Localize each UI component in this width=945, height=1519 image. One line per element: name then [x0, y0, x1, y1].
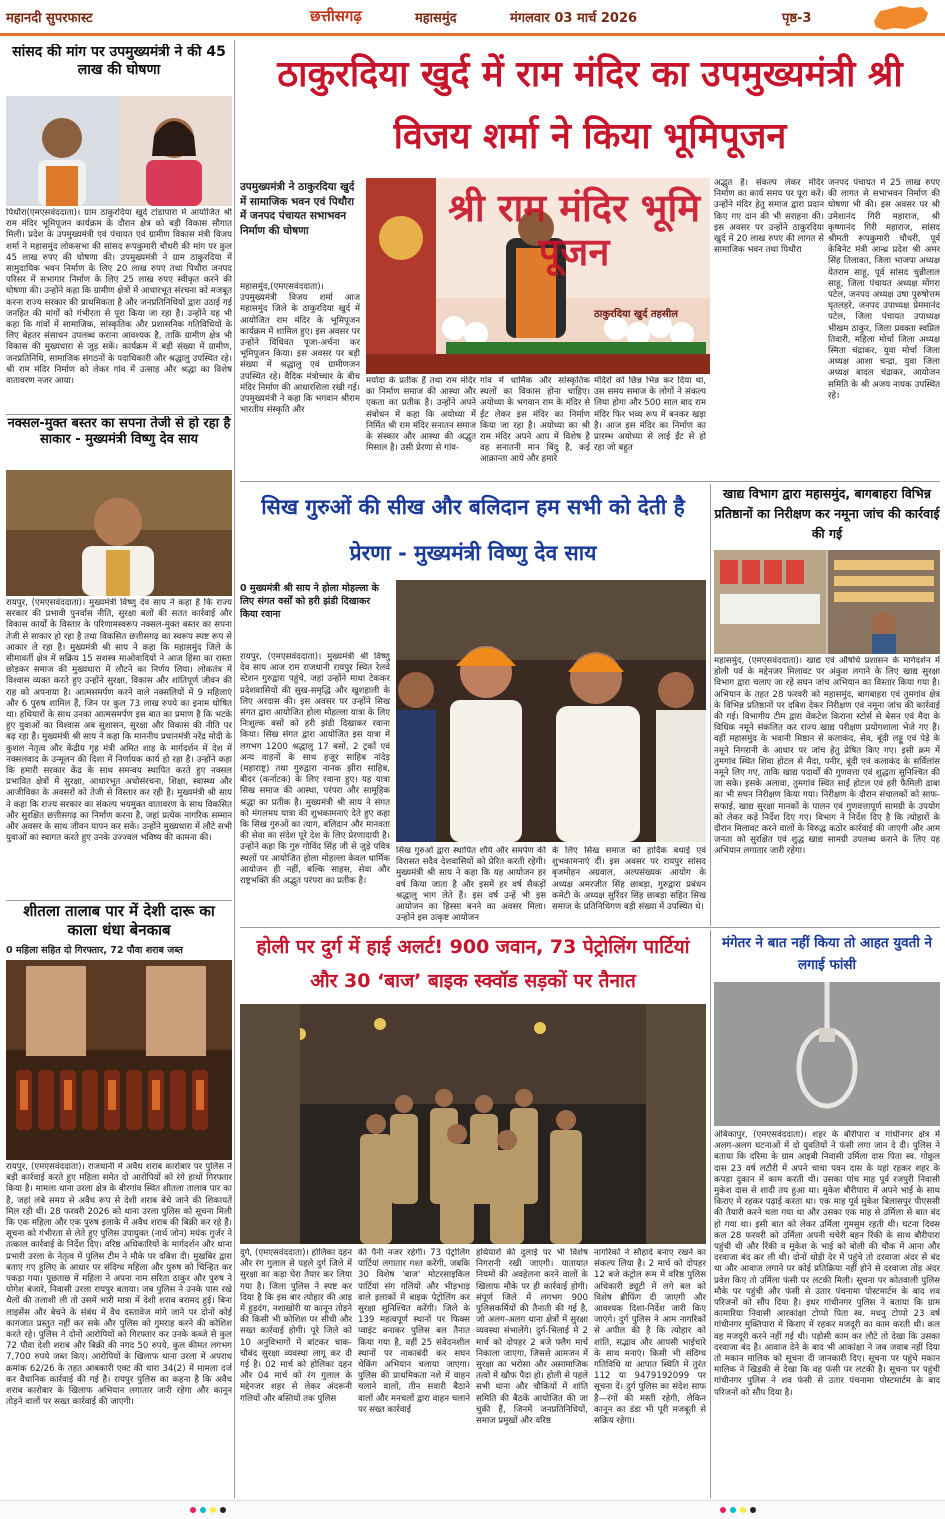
registration-dot — [740, 1507, 746, 1513]
police-flag-march-photo — [240, 1004, 706, 1244]
holi-col-b: की पैनी नजर रहेगी। 73 पेट्रोलिंग पार्टियां लगातार गश्त करेंगी, जबकि 30 विशेष 'बाज' मोटरसाइकिल पार्टियां संग गलियों और भीड़भाड़ वाले इलाकों में बाइक पेट्रोलिंग कर सुरक्षा सुनिश्चित करेंगी। जिले के 139 महत्वपूर्ण स्थानों पर फिक्स प्वाइंट बनाकर पुलिस बल तैनात किया गया है, वहीं 25 संवेदनशील स्थानों पर नाकाबंदी कर सघन चेकिंग अभियान चलाया जाएगा। पुलिस की प्राथमिकता नशे में वाहन चलाने वालों, तीन सवारी बैठाने वालों और मनचलों द्वारा वाहन चलाने पर सख्त कार्रवाई — [358, 1248, 470, 1415]
holi-col-c: हथियारों की दुलाई पर भी विशेष निगरानी रखी जाएगी। यातायात नियमों की अवहेलना करने वालों के खिलाफ मौके पर ही कार्रवाई होगी। संपूर्ण जिले में लगभग 900 पुलिसकर्मियों की तैनाती की गई है, जो अलग-अलग थाना क्षेत्रों में सुरक्षा व्यवस्था संभालेंगे। दुर्ग-भिलाई में 2 मार्च को दोपहर 2 बजे फ्लैग मार्च निकाला जाएगा, जिससे आमजन में सुरक्षा का भरोसा और असामाजिक तत्वों में खौफ पैदा हो। होली से पहले सभी थाना और चौकियों में शांति समिति की बैठकें आयोजित की जा चुकी हैं, जिनमें जनप्रतिनिधियों, समाज प्रमुखों और वरिष्ठ — [476, 1248, 588, 1427]
holi-alert-headline: होली पर दुर्ग में हाई अलर्ट! 900 जवान, 73 पेट्रोलिंग पार्टियां और 30 ‘बाज’ बाइक स्क्वॉड सड़कों पर तैनात — [256, 936, 690, 992]
divider — [240, 481, 940, 482]
column-rule — [710, 930, 711, 1498]
food-inspection-photo — [714, 550, 940, 654]
divider — [6, 900, 232, 901]
holi-col-d: नागरिकों ने सौहार्द बनाए रखने का संकल्प लिया है। 2 मार्च को दोपहर 12 बजे कंट्रोल रूम में वरिष्ठ पुलिस अधिकारी ड्यूटी में लगे बल को विशेष ब्रीफिंग दी जाएगी और आवश्यक दिशा-निर्देश जारी किए जाएंगे। दुर्ग पुलिस ने आम नागरिकों से अपील की है कि त्योहार को शांति, सद्भाव और आपसी भाईचारे के साथ मनाएं। किसी भी संदिग्ध गतिविधि या आपात स्थिति में तुरंत 112 या 9479192099 पर सूचना दें। दुर्ग पुलिस का संदेश साफ है—रंगों की मस्ती रहेगी, लेकिन कानून का डंडा भी पूरी मजबूती से सक्रिय रहेगा। — [594, 1248, 706, 1427]
left-story-3-body: रायपुर, (एमएसवंददाता)। राजधानी में अवैध शराब कारोबार पर पुलिस ने बड़ी कार्रवाई करते हुए महिला समेत दो आरोपियों को रंगे हाथों गिरफ्तार किया है। मामला थाना उरला क्षेत्र के बीरगांव स्थित शीतला तालाब पार का है, जहां लंबे समय से अवैध रूप से देशी शराब बेचे जाने की शिकायतें मिल रही थीं। 28 फरवरी 2026 को थाना उरला पुलिस को सूचना मिली कि एक महिला और एक पुरुष इलाके में अवैध शराब की बिक्री कर रहे हैं। सूचना को गंभीरता से लेते हुए पुलिस उपायुक्त (नार्थ जोन) मयंक गुर्जर ने तत्काल कार्रवाई के निर्देश दिए। वरिष्ठ अधिकारियों के मार्गदर्शन और थाना प्रभारी उरला के नेतृत्व में पुलिस टीम ने मौके पर दबिश दी। मुखबिर द्वारा बताए गए हुलिए के आधार पर संदिग्ध महिला और पुरुष को चिन्हित कर पकड़ा गया। पूछताछ में महिला ने अपना नाम सरिता ठाकुर और पुरुष ने योगेश बंजारे, निवासी उरला रायपुर बताया। जब पुलिस ने उनके पास रखे थैलों की तलाशी ली तो उसमें भारी मात्रा में देशी शराब बरामद हुई। बिना लाइसेंस और बेचने के संबंध में वैध दस्तावेज मांगे जाने पर दोनों कोई कागजात प्रस्तुत नहीं कर सके और पुलिस को गुमराह करने की कोशिश करते रहे। पुलिस ने दोनों आरोपियों को गिरफ्तार कर उनके कब्जे से कुल 72 पौवा देशी शराब और बिक्री की नगद 50 रुपये, कुल कीमत लगभग 7,700 रुपये जब्त किए। आरोपियों के खिलाफ थाना उरला में अपराध क्रमांक 62/26 के तहत आबकारी एक्ट की धारा 34(2) में मामला दर्ज कर वैधानिक कार्रवाई की गई है। रायपुर पुलिस का कहना है कि अवैध शराब कारोबार के खिलाफ अभियान लगातार जारी रहेगा और कानून तोड़ने वालों पर सख्त कार्रवाई की जाएगी। — [6, 1162, 232, 1408]
sikh-headline: सिख गुरुओं की सीख और बलिदान हम सभी को देती है प्रेरणा - मुख्यमंत्री विष्णु देव साय — [261, 495, 685, 565]
lead-strapline: उपमुख्यमंत्री ने ठाकुरदिया खुर्द में सामाजिक भवन एवं पिथौरा में जनपद पंचायत सभाभवन निर्माण की घोषणा — [240, 181, 355, 237]
food-dept-body: महासमुंद, (एमएसवंददाता)। खाद्य एवं औषधि प्रशासन के मार्गदर्शन में होली पर्व के मद्देनजर मिलावट पर अंकुश लगाने के लिए खाद्य सुरक्षा विभाग द्वारा चलाए जा रहे सघन जांच अभियान का विस्तार किया गया है। अभियान के तहत 28 फरवरी को महासमुंद, बागबाहरा एवं तुमगांव क्षेत्र के विभिन्न प्रतिष्ठानों पर दबिश देकर निरीक्षण एवं नमूना जांच की कार्रवाई की गई। विभागीय टीम द्वारा वेंकटेश किराना स्टोर्स से बेसन एवं मैदा के विधिक नमूने संकलित कर राज्य खाद्य परीक्षण प्रयोगशाला भेजे गए हैं। वहीं महासमुंद के भवानी मिष्ठान से कलाकंद, सेव, बूंदी लड्डू एवं पेड़े के नमूने निगरानी के आधार पर जांच हेतु प्रेषित किए गए। इसी क्रम में तुमगांव स्थित शिवा होटल से मैदा, पनीर, बूंदी एवं कलाकंद के सर्विलांस नमूने लिए गए, ताकि खाद्य पदार्थों की गुणवत्ता एवं शुद्धता सुनिश्चित की जा सके। इसके अलावा, तुमगांव स्थित साईं होटल एवं हरी फैमिली ढाबा का भी सघन निरीक्षण किया गया। निरीक्षण के दौरान संचालकों को साफ-सफाई, खाद्य सुरक्षा मानकों के पालन एवं गुणवत्तापूर्ण सामग्री के उपयोग को लेकर कड़े निर्देश दिए गए। विभाग ने निर्देश दिए है कि त्योहारों के दौरान मिलावट करने वालों के विरुद्ध कठोर कार्रवाई की जाएगी और आम जनता को सुरक्षित एवं शुद्ध खाद्य सामग्री उपलब्ध कराने के लिए यह अभियान लगातार जारी रहेगा। — [714, 656, 940, 857]
left-story-1-headline: सांसद की मांग पर उपमुख्यमंत्री ने की 45 लाख की घोषणा — [12, 44, 226, 78]
city-name: महासमुंद — [415, 11, 457, 26]
sikh-gurdwara-photo — [396, 580, 706, 842]
registration-dot — [200, 1507, 206, 1513]
noose-photo — [714, 982, 940, 1126]
state-name: छत्तीसगढ़ — [310, 7, 362, 25]
registration-dot — [750, 1507, 756, 1513]
column-rule — [234, 40, 235, 1498]
sikh-strapline: 0 मुख्यमंत्री श्री साय ने होला मोहल्ला के लिए संगत वर्सों को हरी झंडी दिखाकर किया रवाना — [240, 583, 379, 620]
liquor-seizure-photo — [6, 960, 232, 1160]
left-story-3-subhead: 0 महिला सहित दो गिरफ्तार, 72 पौवा शराब जब्त — [6, 945, 183, 956]
photo-banner-text: श्री राम मंदिर भूमि पूजन — [447, 186, 701, 274]
divider — [240, 927, 940, 928]
sikh-caption-a: सिख गुरुओं द्वारा स्थापित शौर्य और समर्पण की विरासत सदैव देशवासियों को प्रेरित करती रहेगी। मुख्यमंत्री श्री साय ने कहा कि यह आयोजन हर वर्ष किया जाता है और इसमें हर वर्ष सैकड़ों श्रद्धालु भाग लेते हैं। इस वर्ष उन्हें भी इस आयोजन का हिस्सा बनने का अवसर मिला। उन्होंने इस उत्कृष्ट आयोजन — [396, 846, 546, 924]
sikh-caption-b: के लिए सिख समाज को हार्दिक बधाई एवं शुभकामनाएं दीं। इस अवसर पर रायपुर सांसद बृजमोहन अग्रवाल, अल्पसंख्यक आयोग के अध्यक्ष अमरजीत सिंह छाबड़ा, गुरुद्वारा प्रबंधन कमेटी के अध्यक्ष सुरिंदर सिंह छाबड़ा सहित सिख समाज के प्रतिनिधिगण बड़ी संख्या में उपस्थित थे। — [552, 846, 706, 913]
suicide-story-headline: मंगेतर ने बात नहीं किया तो आहत युवती ने लगाई फांसी — [721, 935, 933, 973]
lead-bhoomipujan-photo — [366, 178, 710, 374]
sikh-col-a: रायपुर, (एमएसवंददाता)। मुख्यमंत्री श्री विष्णु देव साय आज राम राजधानी रायपुर स्थित रेलवे स्टेशन गुरुद्वारा पहुंचे, जहां उन्होंने माथा टेककर प्रदेशवासियों की सुख-समृद्धि और खुशहाली के लिए अरदास की। इस अवसर पर उन्होंने सिख संगत द्वारा आयोजित होला मोहल्ला यात्रा के लिए निःशुल्क बसों को हरी झंडी दिखाकर रवाना किया। सिख संगत द्वारा आयोजित इस यात्रा में लगभग 1200 श्रद्धालु 17 बसों, 2 ट्रकों एवं अन्य वाहनों के साथ हजूर साहिब नांदेड़ (महाराष्ट्र) तथा गुरुद्वारा नानक झीरा साहिब, बीदर (कर्नाटक) के लिए रवाना हुए। यह यात्रा सिख समाज की आस्था, परंपरा और सामूहिक श्रद्धा का प्रतीक है। मुख्यमंत्री श्री साय ने संगत को मंगलमय यात्रा की शुभकामनाएं देते हुए कहा कि सिख गुरुओं का त्याग, बलिदान और मानवता की सेवा का संदेश पूरे देश के लिए प्रेरणादायी है। उन्होंने कहा कि गुरु गोविंद सिंह जी से जुड़े पवित्र स्थलों पर आयोजित होला मोहल्ला केवल धार्मिक आयोजन ही नहीं, बल्कि साहस, सेवा और राष्ट्रभक्ति की अद्भुत परंपरा का प्रतीक है। — [240, 652, 390, 887]
column-rule — [710, 484, 711, 926]
chief-minister-photo — [6, 470, 232, 596]
masthead — [0, 0, 945, 36]
lead-col-b: मर्यादा के प्रतीक हैं तथा राम मंदिर का निर्माण समाज की आस्था और एकता का प्रतीक है। उन्होंने अपने संबोधन में कहा कि अयोध्या में निर्मित श्री राम मंदिर सनातन समाज के संस्कार और आस्था की अद्भुत मिसाल है। उसी प्रेरणा से गांव- — [366, 376, 476, 454]
food-dept-headline: खाद्य विभाग द्वारा महासमुंद, बागबाहरा विभिन्न प्रतिष्ठानों का निरीक्षण कर नमूना जांच की कार्रवाई की गई — [714, 486, 940, 541]
mp-portrait-photos — [6, 96, 232, 206]
left-story-2-body: रायपुर, (एमएसवंददाता)। मुख्यमंत्री विष्णु देव साय ने कहा है कि राज्य सरकार की प्रभावी पुनर्वास नीति, सुरक्षा बलों की सतत कार्रवाई और विकास कार्यों के विस्तार के परिणामस्वरूप नक्सल-मुक्त बस्तर का सपना तेजी से साकार हो रहा है तथा विकसित छत्तीसगढ़ का स्वरूप स्पष्ट रूप से आकार ले रहा है। मुख्यमंत्री श्री साय ने कहा कि महासमुंद जिले के सीमावर्ती क्षेत्र में सक्रिय 15 सशस्त्र माओवादियों ने आज हिंसा का रास्ता छोड़कर समाज की मुख्यधारा में लौटने का निर्णय लिया। लोकतंत्र में विश्वास व्यक्त करते हुए उन्होंने सुरक्षा, विकास और शांतिपूर्ण जीवन की राह को अपनाया है। आत्मसमर्पण करने वाले नक्सलियों में 9 महिलाएं और 6 पुरुष शामिल हैं, जिन पर कुल 73 लाख रुपये का इनाम घोषित था। हथियारों के साथ उनका आत्मसमर्पण इस बात का प्रमाण है कि भटके हुए युवाओं का विश्वास अब सुशासन, सुरक्षा और विकास की नीति पर बढ़ रहा है। मुख्यमंत्री श्री साय ने कहा कि माननीय प्रधानमंत्री नरेंद्र मोदी के कुशल नेतृत्व और केंद्रीय गृह मंत्री अमित शाह के मार्गदर्शन में देश में नक्सलवाद के उन्मूलन की दिशा में निर्णायक कार्य हो रहा है। उन्होंने कहा कि हमारी सरकार केंद्र के साथ समन्वय स्थापित करते हुए नक्सल प्रभावित क्षेत्रों में सुरक्षा, आधारभूत अधोसंरचना, शिक्षा, स्वास्थ्य और आजीविका के अवसरों को तेजी से विस्तार कर रही है। मुख्यमंत्री श्री साय ने कहा कि राज्य सरकार का संकल्प भयमुक्त वातावरण के साथ विकसित और सुरक्षित छत्तीसगढ़ का निर्माण करना है, जहां प्रत्येक नागरिक सम्मान और अवसर के साथ जीवन यापन कर सके। उन्होंने मुख्यधारा में लौटे सभी युवाओं का स्वागत करते हुए उनके उज्ज्वल भविष्य की कामना की। — [6, 598, 232, 844]
holi-col-a: दुर्ग, (एमएसवंददाता)। होलिका दहन और रंग गुलाल से पहले दुर्ग जिले में सुरक्षा का कड़ा घेरा तैयार कर लिया गया है। जिला पुलिस ने स्पष्ट कर दिया है कि इस बार त्योहार की आड़ में हुड़दंग, नशाखोरी या कानून तोड़ने की किसी भी कोशिश पर सीधी और सख्त कार्रवाई होगी। पूरे जिले को 10 अनुविभागों में बांटकर चाक-चौबंद सुरक्षा व्यवस्था लागू कर दी गई है। 02 मार्च को होलिका दहन और 04 मार्च को रंग गुलाल के मद्देनजर शहर से लेकर अंदरूनी गलियों और बस्तियों तक पुलिस — [240, 1248, 352, 1404]
registration-dot — [730, 1507, 736, 1513]
left-story-2-headline: नक्सल-मुक्त बस्तर का सपना तेजी से हो रहा है साकार - मुख्यमंत्री विष्णु देव साय — [7, 416, 231, 448]
publication-name: महानदी सुपरफास्ट — [6, 11, 93, 26]
photo-banner-subtext: ठाकुरदिया खुर्द तहसील — [593, 309, 679, 320]
lead-headline: ठाकुरदिया खुर्द में राम मंदिर का उपमुख्यमंत्री श्री विजय शर्मा ने किया भूमिपूजन — [277, 54, 903, 157]
page-footer — [0, 1500, 945, 1519]
registration-dot — [720, 1507, 726, 1513]
registration-dot — [210, 1507, 216, 1513]
lead-col-a: महासमुंद,(एमएसवंददाता)। उपमुख्यमंत्री विजय शर्मा आज महासमुंद जिले के ठाकुरदिया खुर्द में आयोजित राम मंदिर के भूमिपूजन कार्यक्रम में शामिल हुए। इस अवसर पर उन्होंने विधिवत पूजा-अर्चना कर भूमिपूजन किया। इस अवसर पर बड़ी संख्या में श्रद्धालु एवं ग्रामीणजन उपस्थित रहे। वैदिक मंत्रोच्चार के बीच मंदिर निर्माण की आधारशिला रखी गई। उपमुख्यमंत्री ने कहा कि भगवान श्रीराम भारतीय संस्कृति और — [240, 282, 360, 416]
suicide-story-body: अंबिकापुर, (एमएसवंददाता)। शहर के बौरीपारा व गांधीनगर क्षेत्र में अलग-अलग घटनाओं में दो युवतियों ने फंसी लगा जान दे दी। पुलिस ने बताया कि दरिमा के ग्राम आइबी निवासी उर्मिला दास पिता स्व. गोकुल दास 23 वर्ष लटौरी में अपने चाचा पवन दास के यहां रहकर शहर के कपड़ा दुकान में काम करती थी। उसका पांच माह पूर्व रजपुरी निवासी मुकेश दास से शादी तय हुआ था। मुकेश बौरीपारा में अपने भाई के साथ किराए में रहकर पढ़ाई करता था। एक माह पूर्व मुकेश बिलासपुर पीएससी की तैयारी करने चला गया था और उसका एक माह से उर्मिला से बात बंद हो गया था। इसी बात को लेकर उर्मिला गुमसुम रहती थी। घटना दिवस कल 28 फरवरी को उर्मिला अपनी चचेरी बहन रिंकी के साथ बौरीपारा पहुंची थी और रिंकी व मुकेश के भाई को बोली की चौक में आना और दरवाजा बंद कर ली थी। दोनों थोड़ी देर में पहुंचे तो दरवाजा अंदर से बंद था और आवाज लगाने पर कोई प्रतिक्रिया नहीं होने से दरवाजा तोड़ अंदर प्रवेश किए तो उर्मिला फंसी पर लटकी मिली। सूचना पर कोतवाली पुलिस मौके पर पहुंची और फंसी से उतार पंचनामा पोस्टमार्टम के बाद शव परिजनों को सौंप दिया है। इधर गांधीनगर पुलिस ने बताया कि ग्राम कामारिया निवासी आरकांक्षा टोप्पो पिता स्व. मधनु टोप्पो 23 वर्ष गांधीनगर मुक्तिपारा में किराए में रहकर मजदूरी का काम करती थी। कल वह मजदूरी करने नहीं गई थी। पड़ोसी काम कर लौटे तो देखा कि उसका दरवाजा बंद है। आवाज देने के बाद भी आकांक्षा ने जब जवाब नहीं दिया तो मकान मालिक को सूचना दी जानकारी दिए। सूचना पर पहुंचे मकान मालिक ने खिड़की से देखा कि वह फंसी पर लटकी है। सूचना पर पहुंची गांधीनगर पुलिस ने शव फंसी से उतार पंचनामा पोस्टमार्टम के बाद परिजनों को सौंप दिया है। — [714, 1130, 940, 1398]
left-story-1-body: पिथौरा(एमएसवंददाता)। ग्राम ठाकुरदिया खुर्द टांडापारा में आयोजित श्री राम मंदिर भूमिपूजन कार्यक्रम के दौरान क्षेत्र को बड़ी विकास सौगात मिली। प्रदेश के उपमुख्यमंत्री एवं पंचायत एवं ग्रामीण विकास मंत्री विजय शर्मा ने महासमुंद लोकसभा की सांसद रूपकुमारी चौधरी की मांग पर कुल 45 लाख रुपए की घोषणा की। उपमुख्यमंत्री ने ग्राम ठाकुरदिया में सामुदायिक भवन निर्माण के लिए 20 लाख रुपए तथा पिथौरा जनपद परिसर में सभागार निर्माण के लिए 25 लाख रुपए स्वीकृत करने की घोषणा की। उन्होंने कहा कि ग्रामीण क्षेत्रों में आधारभूत संरचना को मजबूत करना राज्य सरकार की प्राथमिकता है और जनप्रतिनिधियों द्वारा उठाई गई जनहित की मांगों को गंभीरता से पूरा किया जा रहा है। उन्होंने यह भी कहा कि गांवों में सामाजिक, सांस्कृतिक और प्रशासनिक गतिविधियों के लिए बेहतर संसाधन उपलब्ध कराना आवश्यक है, ताकि ग्रामीण क्षेत्र भी विकास की मुख्यधारा से जुड़ सकें। कार्यक्रम में बड़ी संख्या में ग्रामीण, जनप्रतिनिधि, सामाजिक संगठनों के पदाधिकारी और श्रद्धालु उपस्थित रहे। श्री राम मंदिर निर्माण को लेकर गांव में उत्साह और श्रद्धा का विशेष वातावरण नजर आया। — [6, 208, 232, 387]
registration-dot — [220, 1507, 226, 1513]
lead-col-d: मंदिरों को छिन्न भिन्न कर दिया था, उस समय समाज के लोगों ने संकल्प लिया होगा और 500 साल बाद राम मंदिर फिर भव्य रूप में बनकर खड़ा है। आज इस मंदिर का निर्माण का प्रारम्भ अयोध्या से लाई ईंट से हो रहा जो बहुत — [594, 376, 706, 454]
registration-dot — [190, 1507, 196, 1513]
page-number: पृष्ठ-3 — [782, 11, 812, 26]
state-map-icon — [870, 3, 932, 33]
lead-col-e: अद्भुत है। संकल्प लेकर मंदिर निर्माण का कार्य समय पर पूरा करें। उन्होंने मंदिर हेतु समाज द्वारा प्रदान किए गए दान की भी सराहना की। इस अवसर पर उन्होंने ठाकुरदिया खुर्द में 20 लाख रुपए की लागत से सामाजिक भवन तथा पिथौरा — [714, 178, 824, 256]
lead-col-f: जनपद पंचायत में 25 लाख रुपए की लागत से सभाभवन निर्माण की घोषणा भी की। इस अवसर पर श्री उमेशानंद गिरी महाराज, श्री कृष्णानंद गिरी महाराज, सांसद श्रीमती रूपकुमारी चौधरी, पूर्व केबिनेट मंत्री आन्ध्र प्रदेश श्री अमर सिंह तिलावत, जिला भाजपा अध्यक्ष येतराम साहू, पूर्व सांसद चुन्नीलाल साहू, जिला पंचायत अध्यक्ष मोंगरा पटेल, जनपद अध्यक्ष उषा पुरुषोत्तम घृतलहरे, जनपद उपाध्यक्ष प्रेममानंद पटेल, जिला पंचायत उपाध्यक्ष भीखम ठाकुर, जिला प्रवक्ता स्वप्निल तिवारी, महिला मोर्चा जिला अध्यक्ष स्मिता चंद्राकर, युवा मोर्चा जिला अध्यक्ष आशा चन्द्रा, युवा जिला अध्यक्ष बादल चंद्राकर, आयोजन समिति के श्री अजय नायक उपस्थित रहे। — [828, 178, 940, 401]
issue-date: मंगलवार 03 मार्च 2026 — [510, 11, 638, 26]
left-story-3-headline: शीतला तालाब पार में देशी दारू का काला धंधा बेनकाब — [23, 902, 215, 939]
lead-col-c: गांव में धार्मिक और सांस्कृतिक स्थलों का विकास होना चाहिए। अयोध्या के भगवान राम के मंदिर से ईंट लेकर इस मंदिर का निर्माण किया जा रहा है। अयोध्या का श्री राम मंदिर अपने आप में विशेष है वह सनातनी मान बिंदु है, कई आक्रान्ता आये और हमारे — [480, 376, 590, 465]
divider — [6, 414, 232, 415]
